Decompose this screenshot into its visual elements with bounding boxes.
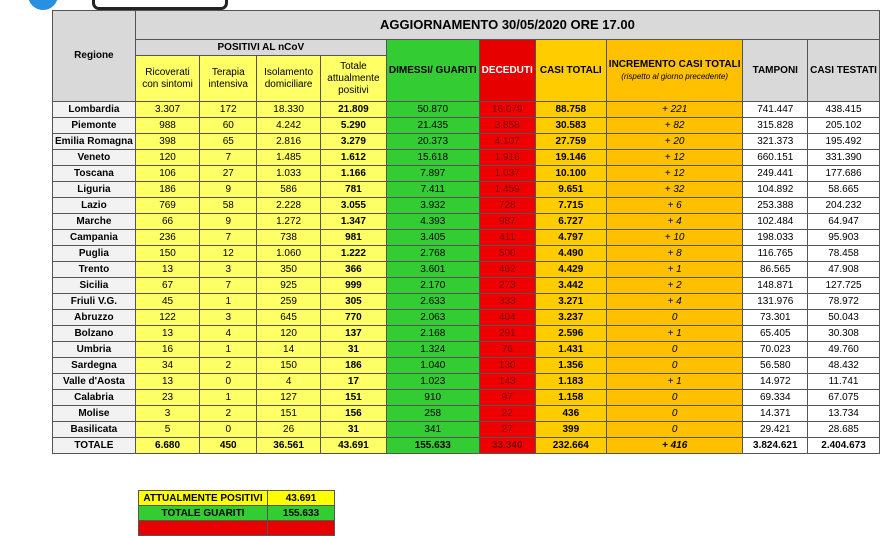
cell-casi-testati: 64.947	[808, 214, 880, 230]
cell-dimessi: 341	[386, 422, 479, 438]
cell-deceduti: 27	[479, 422, 535, 438]
header-casi-totali: CASI TOTALI	[535, 40, 606, 102]
cell-terapia: 27	[200, 166, 257, 182]
header-incremento-note: (rispetto al giorno precedente)	[621, 71, 728, 81]
cell-deceduti: 97	[479, 390, 535, 406]
cell-casi-testati: 47.908	[808, 262, 880, 278]
cell-ricoverati: 186	[135, 182, 199, 198]
cell-tamponi: 148.871	[743, 278, 808, 294]
cell-casi-totali: 232.664	[535, 438, 606, 454]
cell-dimessi: 2.170	[386, 278, 479, 294]
cell-terapia: 3	[200, 262, 257, 278]
cell-terapia: 2	[200, 358, 257, 374]
cell-casi-totali: 9.651	[535, 182, 606, 198]
cell-totale-positivi: 999	[320, 278, 386, 294]
table-row	[53, 374, 880, 390]
cell-isolamento: 150	[257, 358, 321, 374]
cell-totale-positivi: 305	[320, 294, 386, 310]
cell-deceduti: 143	[479, 374, 535, 390]
cell-incremento: 0	[606, 406, 743, 422]
cell-isolamento: 151	[257, 406, 321, 422]
cell-ricoverati: 3	[135, 406, 199, 422]
cell-casi-testati: 331.390	[808, 150, 880, 166]
cell-deceduti: 76	[479, 342, 535, 358]
cell-isolamento: 2.816	[257, 134, 321, 150]
cell-casi-testati: 28.685	[808, 422, 880, 438]
cell-regione: Sardegna	[53, 358, 136, 374]
cell-isolamento: 925	[257, 278, 321, 294]
cell-tamponi: 14.371	[743, 406, 808, 422]
cell-casi-totali: 6.727	[535, 214, 606, 230]
cell-incremento: + 1	[606, 262, 743, 278]
cell-ricoverati: 236	[135, 230, 199, 246]
cell-casi-totali: 399	[535, 422, 606, 438]
cell-casi-totali: 27.759	[535, 134, 606, 150]
table-row	[53, 198, 880, 214]
cell-terapia: 4	[200, 326, 257, 342]
cell-ricoverati: 988	[135, 118, 199, 134]
cell-dimessi: 20.373	[386, 134, 479, 150]
cell-incremento: + 8	[606, 246, 743, 262]
cell-terapia: 9	[200, 214, 257, 230]
cell-totale-positivi: 3.279	[320, 134, 386, 150]
cell-tamponi: 660.151	[743, 150, 808, 166]
header-dimessi: DIMESSI/ GUARITI	[386, 40, 479, 102]
cell-tamponi: 69.334	[743, 390, 808, 406]
cell-regione: Campania	[53, 230, 136, 246]
cell-regione: Abruzzo	[53, 310, 136, 326]
cell-incremento: 0	[606, 342, 743, 358]
cell-isolamento: 18.330	[257, 102, 321, 118]
table-row	[53, 390, 880, 406]
cell-regione: Bolzano	[53, 326, 136, 342]
cell-dimessi: 15.618	[386, 150, 479, 166]
cell-ricoverati: 150	[135, 246, 199, 262]
cell-deceduti: 987	[479, 214, 535, 230]
table-row	[53, 150, 880, 166]
cell-deceduti: 1.459	[479, 182, 535, 198]
cell-casi-testati: 30.308	[808, 326, 880, 342]
cell-isolamento: 2.228	[257, 198, 321, 214]
cell-casi-totali: 1.158	[535, 390, 606, 406]
cell-casi-testati: 13.734	[808, 406, 880, 422]
cell-incremento: + 32	[606, 182, 743, 198]
cell-casi-testati: 78.972	[808, 294, 880, 310]
cell-tamponi: 70.023	[743, 342, 808, 358]
cell-tamponi: 14.972	[743, 374, 808, 390]
header-terapia: Terapia intensiva	[200, 56, 257, 102]
cell-ricoverati: 398	[135, 134, 199, 150]
cell-casi-testati: 48.432	[808, 358, 880, 374]
cell-isolamento: 127	[257, 390, 321, 406]
cell-ricoverati: 6.680	[135, 438, 199, 454]
header-ricoverati: Ricoverati con sintomi	[135, 56, 199, 102]
summary-table	[138, 490, 335, 536]
table-row	[53, 214, 880, 230]
cell-deceduti: 728	[479, 198, 535, 214]
table-row	[53, 342, 880, 358]
cell-dimessi: 2.633	[386, 294, 479, 310]
cell-incremento: + 20	[606, 134, 743, 150]
table-row	[53, 310, 880, 326]
table-row	[53, 278, 880, 294]
cell-totale-positivi: 31	[320, 342, 386, 358]
cell-dimessi: 50.870	[386, 102, 479, 118]
cell-incremento: + 4	[606, 294, 743, 310]
header-regione: Regione	[53, 11, 136, 102]
cell-casi-totali: 1.183	[535, 374, 606, 390]
cell-dimessi: 3.405	[386, 230, 479, 246]
cell-deceduti: 1.916	[479, 150, 535, 166]
cell-isolamento: 586	[257, 182, 321, 198]
cell-regione: Marche	[53, 214, 136, 230]
cell-casi-totali: 2.596	[535, 326, 606, 342]
cell-deceduti: 291	[479, 326, 535, 342]
cell-tamponi: 249.441	[743, 166, 808, 182]
cell-incremento: 0	[606, 310, 743, 326]
summary-guariti-value: 155.633	[268, 506, 335, 521]
covid-regional-table	[52, 10, 880, 454]
cell-totale-positivi: 770	[320, 310, 386, 326]
cell-totale-positivi: 186	[320, 358, 386, 374]
cell-casi-totali: 3.442	[535, 278, 606, 294]
summary-positivi-value: 43.691	[268, 491, 335, 506]
cell-incremento: + 4	[606, 214, 743, 230]
cell-deceduti: 462	[479, 262, 535, 278]
cell-casi-testati: 50.043	[808, 310, 880, 326]
cell-regione: Calabria	[53, 390, 136, 406]
cell-casi-testati: 2.404.673	[808, 438, 880, 454]
cell-regione: Puglia	[53, 246, 136, 262]
update-title: AGGIORNAMENTO 30/05/2020 ORE 17.00	[135, 11, 879, 40]
table-row	[53, 422, 880, 438]
table-row	[53, 134, 880, 150]
cell-ricoverati: 3.307	[135, 102, 199, 118]
table-row	[53, 406, 880, 422]
table-row	[53, 358, 880, 374]
cell-regione: Lombardia	[53, 102, 136, 118]
cell-dimessi: 7.411	[386, 182, 479, 198]
cell-totale-positivi: 981	[320, 230, 386, 246]
cell-incremento: + 1	[606, 374, 743, 390]
cell-isolamento: 1.060	[257, 246, 321, 262]
cell-terapia: 65	[200, 134, 257, 150]
cell-terapia: 12	[200, 246, 257, 262]
cell-incremento: + 6	[606, 198, 743, 214]
cell-dimessi: 1.040	[386, 358, 479, 374]
cell-casi-totali: 3.271	[535, 294, 606, 310]
header-deceduti: DECEDUTI	[479, 40, 535, 102]
cell-tamponi: 104.892	[743, 182, 808, 198]
cell-incremento: + 12	[606, 166, 743, 182]
cell-dimessi: 21.435	[386, 118, 479, 134]
cell-tamponi: 198.033	[743, 230, 808, 246]
cell-totale-positivi: 3.055	[320, 198, 386, 214]
cell-tamponi: 315.828	[743, 118, 808, 134]
cell-isolamento: 1.033	[257, 166, 321, 182]
cell-terapia: 1	[200, 342, 257, 358]
cell-ricoverati: 122	[135, 310, 199, 326]
cell-terapia: 450	[200, 438, 257, 454]
cell-dimessi: 155.633	[386, 438, 479, 454]
cell-regione: Sicilia	[53, 278, 136, 294]
cell-ricoverati: 5	[135, 422, 199, 438]
cell-totale-positivi: 1.166	[320, 166, 386, 182]
table-row	[53, 294, 880, 310]
cell-ricoverati: 13	[135, 326, 199, 342]
cell-isolamento: 120	[257, 326, 321, 342]
cell-casi-testati: 11.741	[808, 374, 880, 390]
cell-incremento: + 221	[606, 102, 743, 118]
cell-incremento: 0	[606, 390, 743, 406]
cell-incremento: + 10	[606, 230, 743, 246]
cell-regione: Molise	[53, 406, 136, 422]
cell-deceduti: 130	[479, 358, 535, 374]
cell-casi-testati: 58.665	[808, 182, 880, 198]
table-row	[53, 102, 880, 118]
cell-isolamento: 4	[257, 374, 321, 390]
cell-regione: Valle d'Aosta	[53, 374, 136, 390]
cell-terapia: 1	[200, 294, 257, 310]
cell-casi-totali: 3.237	[535, 310, 606, 326]
cell-totale-positivi: 21.809	[320, 102, 386, 118]
cell-dimessi: 2.768	[386, 246, 479, 262]
cell-terapia: 60	[200, 118, 257, 134]
cell-tamponi: 73.301	[743, 310, 808, 326]
header-isolamento: Isolamento domiciliare	[257, 56, 321, 102]
cell-deceduti: 1.037	[479, 166, 535, 182]
cell-regione: Toscana	[53, 166, 136, 182]
cell-regione: Lazio	[53, 198, 136, 214]
cell-regione: Veneto	[53, 150, 136, 166]
cell-terapia: 9	[200, 182, 257, 198]
header-pill	[92, 0, 228, 10]
cell-incremento: + 416	[606, 438, 743, 454]
cell-isolamento: 14	[257, 342, 321, 358]
cell-ricoverati: 66	[135, 214, 199, 230]
cell-isolamento: 1.485	[257, 150, 321, 166]
cell-ricoverati: 16	[135, 342, 199, 358]
cell-deceduti: 273	[479, 278, 535, 294]
cell-terapia: 7	[200, 230, 257, 246]
cell-totale-positivi: 5.290	[320, 118, 386, 134]
top-bar	[0, 0, 880, 10]
cell-terapia: 2	[200, 406, 257, 422]
header-incremento	[606, 40, 743, 102]
cell-casi-testati: 49.760	[808, 342, 880, 358]
cell-casi-testati: 204.232	[808, 198, 880, 214]
app-icon[interactable]	[28, 0, 58, 10]
cell-ricoverati: 120	[135, 150, 199, 166]
cell-totale-positivi: 1.222	[320, 246, 386, 262]
cell-casi-totali: 1.431	[535, 342, 606, 358]
cell-isolamento: 350	[257, 262, 321, 278]
header-totale-positivi: Totale attualmente positivi	[320, 56, 386, 102]
header-tamponi: TAMPONI	[743, 40, 808, 102]
cell-casi-testati: 95.903	[808, 230, 880, 246]
cell-incremento: + 12	[606, 150, 743, 166]
cell-dimessi: 2.168	[386, 326, 479, 342]
cell-incremento: + 2	[606, 278, 743, 294]
cell-casi-totali: 4.797	[535, 230, 606, 246]
cell-tamponi: 86.565	[743, 262, 808, 278]
cell-totale-positivi: 1.347	[320, 214, 386, 230]
table-row	[53, 230, 880, 246]
cell-totale-positivi: 1.612	[320, 150, 386, 166]
cell-dimessi: 3.932	[386, 198, 479, 214]
cell-tamponi: 741.447	[743, 102, 808, 118]
table-row	[53, 166, 880, 182]
cell-totale-positivi: 781	[320, 182, 386, 198]
cell-tamponi: 131.976	[743, 294, 808, 310]
cell-tamponi: 321.373	[743, 134, 808, 150]
cell-regione: Emilia Romagna	[53, 134, 136, 150]
cell-casi-testati: 127.725	[808, 278, 880, 294]
cell-dimessi: 2.063	[386, 310, 479, 326]
cell-deceduti: 33.340	[479, 438, 535, 454]
cell-ricoverati: 769	[135, 198, 199, 214]
cell-casi-totali: 4.429	[535, 262, 606, 278]
cell-terapia: 7	[200, 150, 257, 166]
cell-casi-testati: 205.102	[808, 118, 880, 134]
table-row	[53, 118, 880, 134]
summary-guariti-label: TOTALE GUARITI	[139, 506, 268, 521]
cell-deceduti: 500	[479, 246, 535, 262]
cell-incremento: 0	[606, 422, 743, 438]
header-positivi-group: POSITIVI AL nCoV	[135, 40, 386, 56]
cell-casi-testati: 78.458	[808, 246, 880, 262]
header-casi-testati: CASI TESTATI	[808, 40, 880, 102]
cell-casi-testati: 67.075	[808, 390, 880, 406]
cell-terapia: 1	[200, 390, 257, 406]
table-row	[53, 326, 880, 342]
cell-terapia: 172	[200, 102, 257, 118]
header-incremento-label: INCREMENTO CASI TOTALI	[608, 58, 741, 70]
cell-deceduti: 4.107	[479, 134, 535, 150]
cell-totale-positivi: 17	[320, 374, 386, 390]
cell-tamponi: 56.580	[743, 358, 808, 374]
cell-casi-totali: 30.583	[535, 118, 606, 134]
summary-positivi-label: ATTUALMENTE POSITIVI	[139, 491, 268, 506]
cell-dimessi: 910	[386, 390, 479, 406]
cell-isolamento: 26	[257, 422, 321, 438]
cell-regione: Basilicata	[53, 422, 136, 438]
cell-tamponi: 116.765	[743, 246, 808, 262]
cell-isolamento: 4.242	[257, 118, 321, 134]
cell-casi-totali: 4.490	[535, 246, 606, 262]
summary-deceduti-cut-value	[268, 521, 335, 536]
cell-casi-totali: 88.758	[535, 102, 606, 118]
cell-tamponi: 29.421	[743, 422, 808, 438]
cell-dimessi: 3.601	[386, 262, 479, 278]
cell-casi-testati: 195.492	[808, 134, 880, 150]
cell-incremento: 0	[606, 358, 743, 374]
cell-isolamento: 1.272	[257, 214, 321, 230]
cell-totale-positivi: 31	[320, 422, 386, 438]
cell-totale-positivi: 137	[320, 326, 386, 342]
cell-regione: Trento	[53, 262, 136, 278]
cell-totale-positivi: 366	[320, 262, 386, 278]
cell-casi-testati: 177.686	[808, 166, 880, 182]
cell-terapia: 3	[200, 310, 257, 326]
cell-dimessi: 258	[386, 406, 479, 422]
cell-ricoverati: 13	[135, 374, 199, 390]
cell-tamponi: 253.388	[743, 198, 808, 214]
cell-deceduti: 16.079	[479, 102, 535, 118]
cell-isolamento: 738	[257, 230, 321, 246]
cell-deceduti: 411	[479, 230, 535, 246]
cell-deceduti: 22	[479, 406, 535, 422]
cell-dimessi: 1.324	[386, 342, 479, 358]
summary-deceduti-cut	[139, 521, 268, 536]
cell-terapia: 0	[200, 374, 257, 390]
cell-dimessi: 4.393	[386, 214, 479, 230]
cell-totale-positivi: 156	[320, 406, 386, 422]
cell-casi-totali: 7.715	[535, 198, 606, 214]
cell-regione: Liguria	[53, 182, 136, 198]
cell-casi-testati: 438.415	[808, 102, 880, 118]
cell-ricoverati: 13	[135, 262, 199, 278]
cell-dimessi: 7.897	[386, 166, 479, 182]
cell-terapia: 58	[200, 198, 257, 214]
cell-tamponi: 65.405	[743, 326, 808, 342]
cell-terapia: 7	[200, 278, 257, 294]
total-row	[53, 438, 880, 454]
cell-totale-positivi: 151	[320, 390, 386, 406]
cell-casi-totali: 1.356	[535, 358, 606, 374]
cell-ricoverati: 45	[135, 294, 199, 310]
cell-deceduti: 3.858	[479, 118, 535, 134]
cell-casi-totali: 10.100	[535, 166, 606, 182]
cell-dimessi: 1.023	[386, 374, 479, 390]
cell-casi-totali: 19.146	[535, 150, 606, 166]
cell-ricoverati: 67	[135, 278, 199, 294]
cell-isolamento: 645	[257, 310, 321, 326]
cell-tamponi: 102.484	[743, 214, 808, 230]
cell-tamponi: 3.824.621	[743, 438, 808, 454]
cell-regione: Friuli V.G.	[53, 294, 136, 310]
cell-regione: Umbria	[53, 342, 136, 358]
cell-ricoverati: 34	[135, 358, 199, 374]
cell-regione: TOTALE	[53, 438, 136, 454]
cell-ricoverati: 23	[135, 390, 199, 406]
cell-isolamento: 36.561	[257, 438, 321, 454]
table-row	[53, 262, 880, 278]
cell-ricoverati: 106	[135, 166, 199, 182]
cell-deceduti: 404	[479, 310, 535, 326]
cell-incremento: + 82	[606, 118, 743, 134]
cell-isolamento: 259	[257, 294, 321, 310]
cell-regione: Piemonte	[53, 118, 136, 134]
table-row	[53, 182, 880, 198]
cell-deceduti: 333	[479, 294, 535, 310]
table-row	[53, 246, 880, 262]
cell-terapia: 0	[200, 422, 257, 438]
cell-incremento: + 1	[606, 326, 743, 342]
cell-casi-totali: 436	[535, 406, 606, 422]
cell-totale-positivi: 43.691	[320, 438, 386, 454]
